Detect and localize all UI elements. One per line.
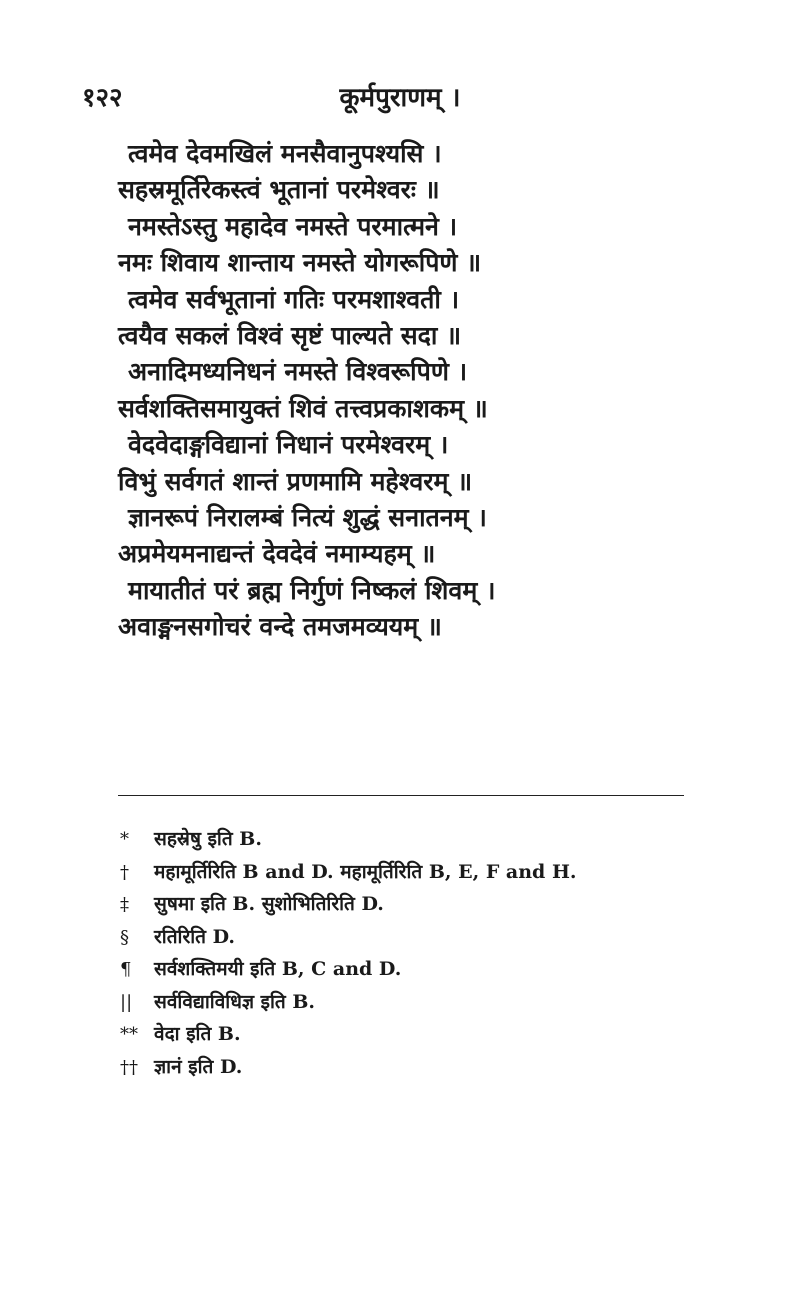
verse-line: अवाङ्मनसगोचरं वन्दे तमजमव्ययम् ॥: [118, 612, 442, 642]
verse-line: अप्रमेयमनाद्यन्तं देवदेवं नमाम्यहम् ॥: [118, 539, 436, 569]
verse-line: सर्वशक्तिसमायुक्तं शिवं तत्त्वप्रकाशकम् ॥: [118, 393, 488, 423]
footnote-text: सुषमा इति B. सुशोभितिरिति D.: [154, 893, 384, 915]
footnote-text: सहस्रेषु इति B.: [154, 828, 262, 850]
verse-line: वेदवेदाङ्गविद्यानां निधानं परमेश्वरम् ।: [128, 430, 449, 460]
footnote-mark: **: [120, 1024, 138, 1045]
verse-line: त्वयैव सकलं विश्वं सृष्टं पाल्यते सदा ॥: [118, 320, 462, 350]
footnote: [120, 986, 740, 1019]
footnote-mark: ‡: [120, 894, 129, 915]
footnote-mark: ||: [120, 991, 133, 1013]
verse-line: विभुं सर्वगतं शान्तं प्रणमामि महेश्वरम् ॥: [118, 466, 473, 496]
footnote-mark: †: [120, 861, 129, 883]
footnote: [120, 856, 740, 889]
verse-line: सहस्रमूर्तिरेकस्त्वं भूतानां परमेश्वरः ॥: [118, 175, 440, 205]
footnote-mark: ††: [120, 1056, 138, 1078]
footnote: [120, 1051, 740, 1084]
footnote: [120, 1018, 740, 1051]
footnote-text: ज्ञानं इति D.: [154, 1055, 243, 1078]
footnote-text: रतिरिति D.: [154, 925, 235, 948]
verse-block: [0, 136, 800, 645]
footnote-text: सर्वशक्तिमयी इति B, C and D.: [154, 958, 402, 980]
footnote-mark: ¶: [120, 959, 132, 980]
footnotes: [120, 823, 740, 1083]
verse-line: ज्ञानरूपं निरालम्बं नित्यं शुद्धं सनातनम् ।: [128, 502, 487, 532]
footnote-text: महामूर्तिरिति B and D. महामूर्तिरिति B, E, F and H.: [154, 860, 577, 883]
book-title: कूर्मपुराणम् ।: [339, 83, 461, 113]
verse-line: मायातीतं परं ब्रह्म निर्गुणं निष्कलं शिवम् ।: [128, 575, 496, 605]
footnote-mark: §: [120, 926, 129, 948]
footnote: [120, 888, 740, 921]
footnote: [120, 953, 740, 986]
verse-line: त्वमेव देवमखिलं मनसैवानुपश्यसि ।: [128, 139, 442, 168]
verse-line: त्वमेव सर्वभूतानां गतिः परमशाश्वती ।: [128, 284, 460, 314]
page-number: १२२: [82, 83, 123, 113]
footnote: [120, 823, 740, 856]
footnote-mark: *: [120, 829, 129, 850]
footnote-text: सर्वविद्याविधिज्ञ इति B.: [154, 990, 316, 1013]
running-head: [0, 78, 800, 118]
verse-line: नमस्तेऽस्तु महादेव नमस्ते परमात्मने ।: [128, 211, 458, 241]
footnote-divider: [118, 795, 684, 796]
verse-line: अनादिमध्यनिधनं नमस्ते विश्वरूपिणे ।: [128, 357, 468, 387]
verse-line: नमः शिवाय शान्ताय नमस्ते योगरूपिणे ॥: [118, 248, 482, 278]
footnote: [120, 921, 740, 954]
footnote-text: वेदा इति B.: [154, 1023, 241, 1045]
